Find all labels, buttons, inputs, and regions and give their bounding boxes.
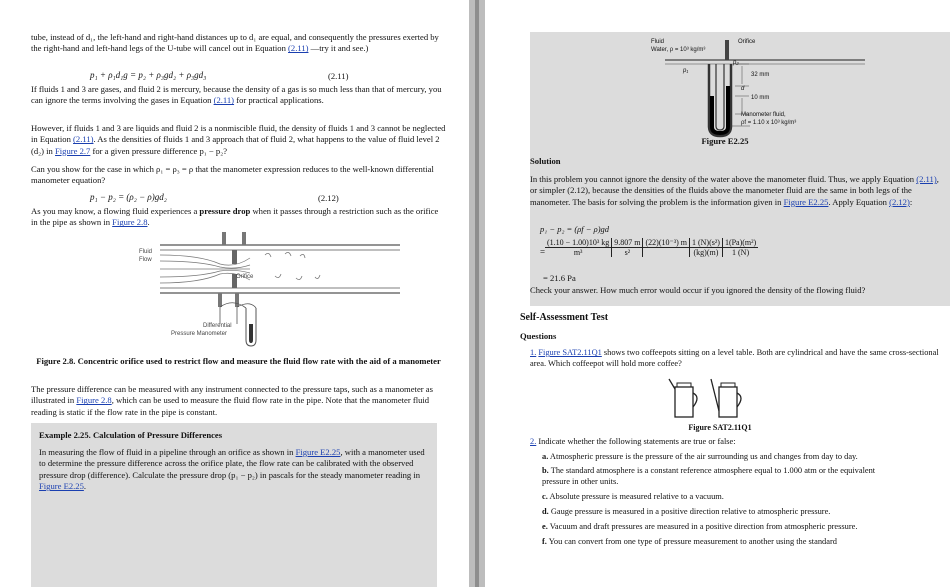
question-1-number[interactable]: 1.	[530, 348, 537, 357]
scrollbar[interactable]	[475, 0, 479, 587]
equation-link[interactable]: (2.11)	[916, 174, 937, 184]
solution-title: Solution	[530, 156, 561, 166]
question-1: 1. Figure SAT2.11Q1 shows two coffeepots sitting on a level table. Both are cylindrical and have the same cross-sectional area. Which coffeepot will hold more coffee?	[530, 348, 939, 368]
figure-link[interactable]: Figure E2.25	[39, 481, 84, 492]
equals-sign: =	[540, 247, 546, 257]
list-item: d. Gauge pressure is measured in a positive direction relative to atmospheric pressure.	[542, 507, 831, 516]
diff-paragraph: The pressure difference can be measured with any instrument connected to the pressure taps, such as a manometer as illustrated in Figure 2.8, which can be used to measure the fluid flow rate in the pipe. Note that the manometer fluid reading is static if the flow rate in the pipe is constant.	[31, 384, 433, 417]
fig-d-label: d	[741, 86, 745, 92]
figure-link[interactable]: Figure E2.25	[783, 196, 829, 207]
fig-water-label: Water, ρ = 10³ kg/m³	[651, 47, 706, 53]
check-text: Check your answer. How much error would occur if you ignored the density of the flowing fluid?	[530, 285, 866, 295]
questions-title: Questions	[520, 331, 557, 341]
question-2: 2. Indicate whether the following statements are true or false:	[530, 437, 736, 446]
unit-conversion-table: (1.10 − 1.00)10³ kg 9.807 m (22)(10⁻³) m 1 (N)(s²) 1(Pa)(m²) m³ s² (kg)(m) 1 (N)	[547, 238, 757, 257]
flow-label: Flow	[139, 257, 152, 263]
fig-p1-label: p₁	[683, 68, 689, 74]
fig-p2-label: p₂	[733, 60, 739, 66]
right-page	[485, 0, 951, 587]
solution-text: In this problem you cannot ignore the density of the water above the manometer fluid. Thus, we apply Equation (2.11), or simpler (2.12), because the densities of the fluids above the manometer fluid are the same in both legs of the manometer. The basis for solving the problem is the information given in Figure E2.25. Apply Equation (2.12):	[530, 174, 939, 207]
equation-2-12: p₁ − p₂ = (ρ₂ − ρ)gd₂	[90, 192, 167, 202]
intro-paragraph: tube, instead of d₁, the left-hand and right-hand distances up to d₁ are equal, and consequently the pressures exerted by the right-hand and left-hand legs of the U-tube will cancel out in Equation (2.11) —try it and see.)	[31, 32, 439, 54]
equation-number: (2.12)	[318, 193, 339, 203]
list-item: a. Atmospheric pressure is the pressure of the air surrounding us and changes from day to day.	[542, 452, 858, 461]
show-paragraph: Can you show for the case in which ρ₁ = ρ₃ = ρ that the manometer expression reduces to the well-known differential manometer equation?	[31, 164, 434, 186]
question-2-number[interactable]: 2.	[530, 437, 537, 446]
figure-link[interactable]: Figure 2.8	[76, 395, 112, 406]
equation-number: (2.11)	[328, 71, 349, 81]
manometer-label-2: Pressure Manometer	[171, 331, 228, 337]
left-page	[0, 0, 469, 587]
self-assessment-title: Self-Assessment Test	[520, 312, 609, 323]
figure-2-8-caption: Figure 2.8. Concentric orifice used to restrict flow and measure the fluid flow rate with the aid of a manometer	[36, 356, 441, 366]
flow-paragraph: As you may know, a flowing fluid experiences a pressure drop when it passes through a restriction such as the orifice in the pipe as shown in Figure 2.8.	[31, 206, 439, 228]
equation-link[interactable]: (2.12)	[889, 196, 910, 207]
figure-link[interactable]: Figure SAT2.11Q1	[538, 348, 602, 357]
manometer-label-1: Differential	[203, 323, 232, 329]
orifice-label: Orifice	[236, 274, 254, 280]
example-text: In measuring the flow of fluid in a pipeline through an orifice as shown in Figure E2.25, with a manometer used to determine the pressure difference across the orifice plate, the flow rate can be calibrated with the observed pressure drop (difference). Calculate the pressure drop (p₁ − p₂) in pascals for the steady manometer reading in Figure E2.25.	[39, 447, 425, 492]
figure-e2-25-caption: Figure E2.25	[701, 136, 749, 146]
figure-link[interactable]: Figure 2.7	[55, 145, 91, 156]
coffeepots-figure	[665, 375, 755, 425]
example-title: Example 2.25. Calculation of Pressure Differences	[39, 430, 223, 440]
solution-result: = 21.6 Pa	[543, 273, 576, 283]
list-item: c. Absolute pressure is measured relative to a vacuum.	[542, 492, 724, 501]
list-item: b. The standard atmosphere is a constant reference atmosphere equal to 1.000 atm or the equivalent pressure in other units.	[542, 466, 876, 486]
equation-link[interactable]: (2.11)	[213, 95, 235, 106]
figure-sat-caption: Figure SAT2.11Q1	[688, 423, 752, 432]
fig-32mm-label: 32 mm	[751, 72, 770, 78]
list-item: f. You can convert from one type of pressure measurement to another using the standard	[542, 537, 837, 546]
fig-density-label: ρf = 1.10 x 10³ kg/m³	[741, 120, 797, 126]
solution-equation: p₁ − p₂ = (ρf − ρ)gd	[540, 224, 610, 234]
list-item: e. Vacuum and draft pressures are measured in a positive direction from atmospheric pressure.	[542, 522, 858, 531]
equation-link[interactable]: (2.11)	[288, 43, 309, 54]
fig-orifice-label: Orifice	[738, 39, 756, 45]
fig-fluid-label: Fluid	[651, 39, 665, 45]
gases-paragraph: If fluids 1 and 3 are gases, and fluid 2 is mercury, because the density of a gas is so much less than that of mercury, you can ignore the terms involving the gases in Equation (2.11) for practical applications.	[31, 84, 442, 106]
fig-10mm-label: 10 mm	[751, 95, 770, 101]
figure-link[interactable]: Figure E2.25	[295, 447, 341, 457]
figure-link[interactable]: Figure 2.8	[112, 217, 148, 228]
fluid-label: Fluid	[139, 249, 153, 255]
fig-manometer-label: Manometer fluid,	[741, 112, 786, 118]
equation-link[interactable]: (2.11)	[73, 134, 94, 145]
page-divider	[469, 0, 485, 587]
orifice-flow-figure	[100, 228, 420, 350]
liquids-paragraph: However, if fluids 1 and 3 are liquids and fluid 2 is a nonmiscible fluid, the density of fluids 1 and 3 cannot be neglected in Equation (2.11). As the densities of fluids 1 and 3 approach that of fluid 2, what happens to the value of fluid level 2 (d₂) in Figure 2.7 for a given pressure difference p₁ − p₂?	[31, 123, 446, 156]
equation-2-11: p₁ + ρ₁d₁g = p₂ + ρ₃gd₂ + ρ₃gd₃	[90, 70, 207, 80]
